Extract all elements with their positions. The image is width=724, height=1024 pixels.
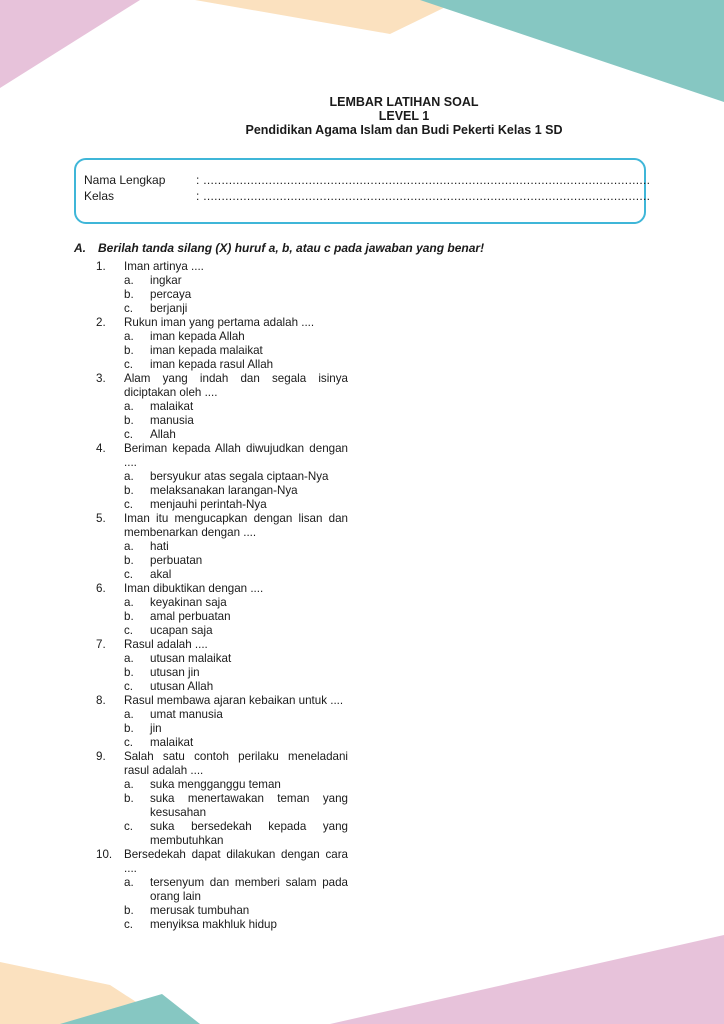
answer-option xyxy=(124,470,348,484)
option-letter: c. xyxy=(124,624,134,637)
option-text: suka mengganggu teman xyxy=(150,778,281,791)
option-text: suka menertawakan teman yang kesusahan xyxy=(150,792,348,819)
option-letter: b. xyxy=(124,414,134,427)
answer-option xyxy=(124,358,348,372)
answer-option xyxy=(124,484,348,498)
question-text: Iman dibuktikan dengan .... xyxy=(124,582,264,595)
option-text: bersyukur atas segala ciptaan-Nya xyxy=(150,470,329,483)
answer-option xyxy=(124,820,348,848)
answer-option xyxy=(124,736,348,750)
option-text: percaya xyxy=(150,288,192,301)
option-text: utusan jin xyxy=(150,666,200,679)
question-item xyxy=(96,638,348,694)
question-number: 8. xyxy=(96,694,106,707)
section-instruction xyxy=(74,241,484,255)
answer-option xyxy=(124,330,348,344)
option-letter: a. xyxy=(124,708,134,721)
question-text: Alam yang indah dan segala isinya diciptakan oleh .... xyxy=(124,372,348,399)
option-letter: b. xyxy=(124,288,134,301)
worksheet-header xyxy=(0,95,724,137)
option-text: berjanji xyxy=(150,302,188,315)
option-letter: b. xyxy=(124,554,134,567)
answer-option xyxy=(124,610,348,624)
option-letter: a. xyxy=(124,778,134,791)
option-letter: c. xyxy=(124,498,134,511)
question-item xyxy=(96,372,348,442)
option-text: perbuatan xyxy=(150,554,203,567)
option-letter: b. xyxy=(124,344,134,357)
worksheet-level: LEVEL 1 xyxy=(378,109,430,123)
top-teal-shape xyxy=(420,0,724,102)
question-number: 1. xyxy=(96,260,106,273)
option-text: ucapan saja xyxy=(150,624,213,637)
answer-option xyxy=(124,274,348,288)
option-letter: a. xyxy=(124,330,134,343)
option-letter: a. xyxy=(124,400,134,413)
option-letter: c. xyxy=(124,428,134,441)
answer-option xyxy=(124,400,348,414)
answer-option xyxy=(124,302,348,316)
option-letter: a. xyxy=(124,596,134,609)
option-letter: a. xyxy=(124,652,134,665)
answer-option xyxy=(124,708,348,722)
answer-option xyxy=(124,624,348,638)
answer-option xyxy=(124,652,348,666)
option-letter: c. xyxy=(124,820,134,833)
worksheet-subject: Pendidikan Agama Islam dan Budi Pekerti Kelas 1 SD xyxy=(245,123,563,137)
question-text: Beriman kepada Allah diwujudkan dengan .... xyxy=(124,442,348,469)
question-number: 6. xyxy=(96,582,106,595)
option-text: merusak tumbuhan xyxy=(150,904,250,917)
option-letter: c. xyxy=(124,568,134,581)
option-text: jin xyxy=(150,722,162,735)
question-number: 9. xyxy=(96,750,106,763)
answer-option xyxy=(124,414,348,428)
answer-option xyxy=(124,428,348,442)
question-text: Bersedekah dapat dilakukan dengan cara .... xyxy=(124,848,348,875)
option-text: melaksanakan larangan-Nya xyxy=(150,484,298,497)
class-label: Kelas xyxy=(84,189,115,203)
option-text: malaikat xyxy=(150,400,194,413)
question-text: Rasul adalah .... xyxy=(124,638,208,651)
question-item xyxy=(96,694,348,750)
top-pink-shape xyxy=(0,0,140,88)
option-letter: a. xyxy=(124,470,134,483)
question-text: Iman artinya .... xyxy=(124,260,204,273)
question-item xyxy=(96,316,348,372)
option-text: tersenyum dan memberi salam pada orang lain xyxy=(150,876,348,903)
class-fill-line: : ........................................................................................................................... xyxy=(196,189,651,203)
question-item xyxy=(96,582,348,638)
option-text: menyiksa makhluk hidup xyxy=(150,918,277,931)
option-letter: c. xyxy=(124,736,134,749)
answer-option xyxy=(124,596,348,610)
answer-option xyxy=(124,680,348,694)
answer-option xyxy=(124,876,348,904)
option-text: menjauhi perintah-Nya xyxy=(150,498,267,511)
option-letter: b. xyxy=(124,792,134,805)
option-letter: b. xyxy=(124,610,134,623)
answer-option xyxy=(124,666,348,680)
option-letter: c. xyxy=(124,358,134,371)
question-number: 7. xyxy=(96,638,106,651)
option-text: umat manusia xyxy=(150,708,223,721)
name-fill-line: : ........................................................................................................................... xyxy=(196,173,651,187)
question-item xyxy=(96,512,348,582)
answer-option xyxy=(124,498,348,512)
answer-option xyxy=(124,540,348,554)
answer-option xyxy=(124,288,348,302)
answer-option xyxy=(124,918,348,932)
worksheet-title: LEMBAR LATIHAN SOAL xyxy=(329,95,479,109)
option-letter: b. xyxy=(124,484,134,497)
option-letter: c. xyxy=(124,918,134,931)
answer-option xyxy=(124,792,348,820)
option-text: hati xyxy=(150,540,169,553)
option-text: iman kepada rasul Allah xyxy=(150,358,274,371)
question-item xyxy=(96,848,348,932)
option-letter: a. xyxy=(124,274,134,287)
question-number: 3. xyxy=(96,372,106,385)
question-number: 10. xyxy=(96,848,113,861)
instruction-text: Berilah tanda silang (X) huruf a, b, atau c pada jawaban yang benar! xyxy=(98,241,485,255)
option-letter: c. xyxy=(124,302,134,315)
answer-option xyxy=(124,778,348,792)
class-row xyxy=(84,189,650,203)
option-letter: a. xyxy=(124,540,134,553)
answer-option xyxy=(124,344,348,358)
answer-option xyxy=(124,722,348,736)
option-letter: b. xyxy=(124,666,134,679)
option-text: amal perbuatan xyxy=(150,610,231,623)
top-peach-shape xyxy=(195,0,460,34)
option-text: Allah xyxy=(150,428,176,441)
answer-option xyxy=(124,568,348,582)
option-text: manusia xyxy=(150,414,194,427)
question-number: 5. xyxy=(96,512,106,525)
bottom-pink-shape xyxy=(330,935,724,1024)
answer-option xyxy=(124,904,348,918)
option-letter: a. xyxy=(124,876,134,889)
question-number: 2. xyxy=(96,316,106,329)
section-letter: A. xyxy=(74,241,86,255)
option-letter: c. xyxy=(124,680,134,693)
option-text: utusan malaikat xyxy=(150,652,232,665)
question-item xyxy=(96,750,348,848)
question-text: Rasul membawa ajaran kebaikan untuk .... xyxy=(124,694,344,707)
name-row xyxy=(84,173,650,187)
question-text: Rukun iman yang pertama adalah .... xyxy=(124,316,315,329)
question-text: Iman itu mengucapkan dengan lisan dan membenarkan dengan .... xyxy=(124,512,348,539)
option-letter: b. xyxy=(124,904,134,917)
option-text: iman kepada malaikat xyxy=(150,344,263,357)
question-item xyxy=(96,442,348,512)
option-text: utusan Allah xyxy=(150,680,214,693)
option-text: akal xyxy=(150,568,172,581)
question-number: 4. xyxy=(96,442,106,455)
question-item xyxy=(96,260,348,316)
option-text: ingkar xyxy=(150,274,182,287)
option-text: keyakinan saja xyxy=(150,596,227,609)
question-list xyxy=(96,260,348,932)
question-text: Salah satu contoh perilaku meneladani rasul adalah .... xyxy=(124,750,348,777)
option-text: suka bersedekah kepada yang membutuhkan xyxy=(150,820,348,847)
option-letter: b. xyxy=(124,722,134,735)
option-text: iman kepada Allah xyxy=(150,330,245,343)
answer-option xyxy=(124,554,348,568)
name-label: Nama Lengkap xyxy=(84,173,166,187)
option-text: malaikat xyxy=(150,736,194,749)
